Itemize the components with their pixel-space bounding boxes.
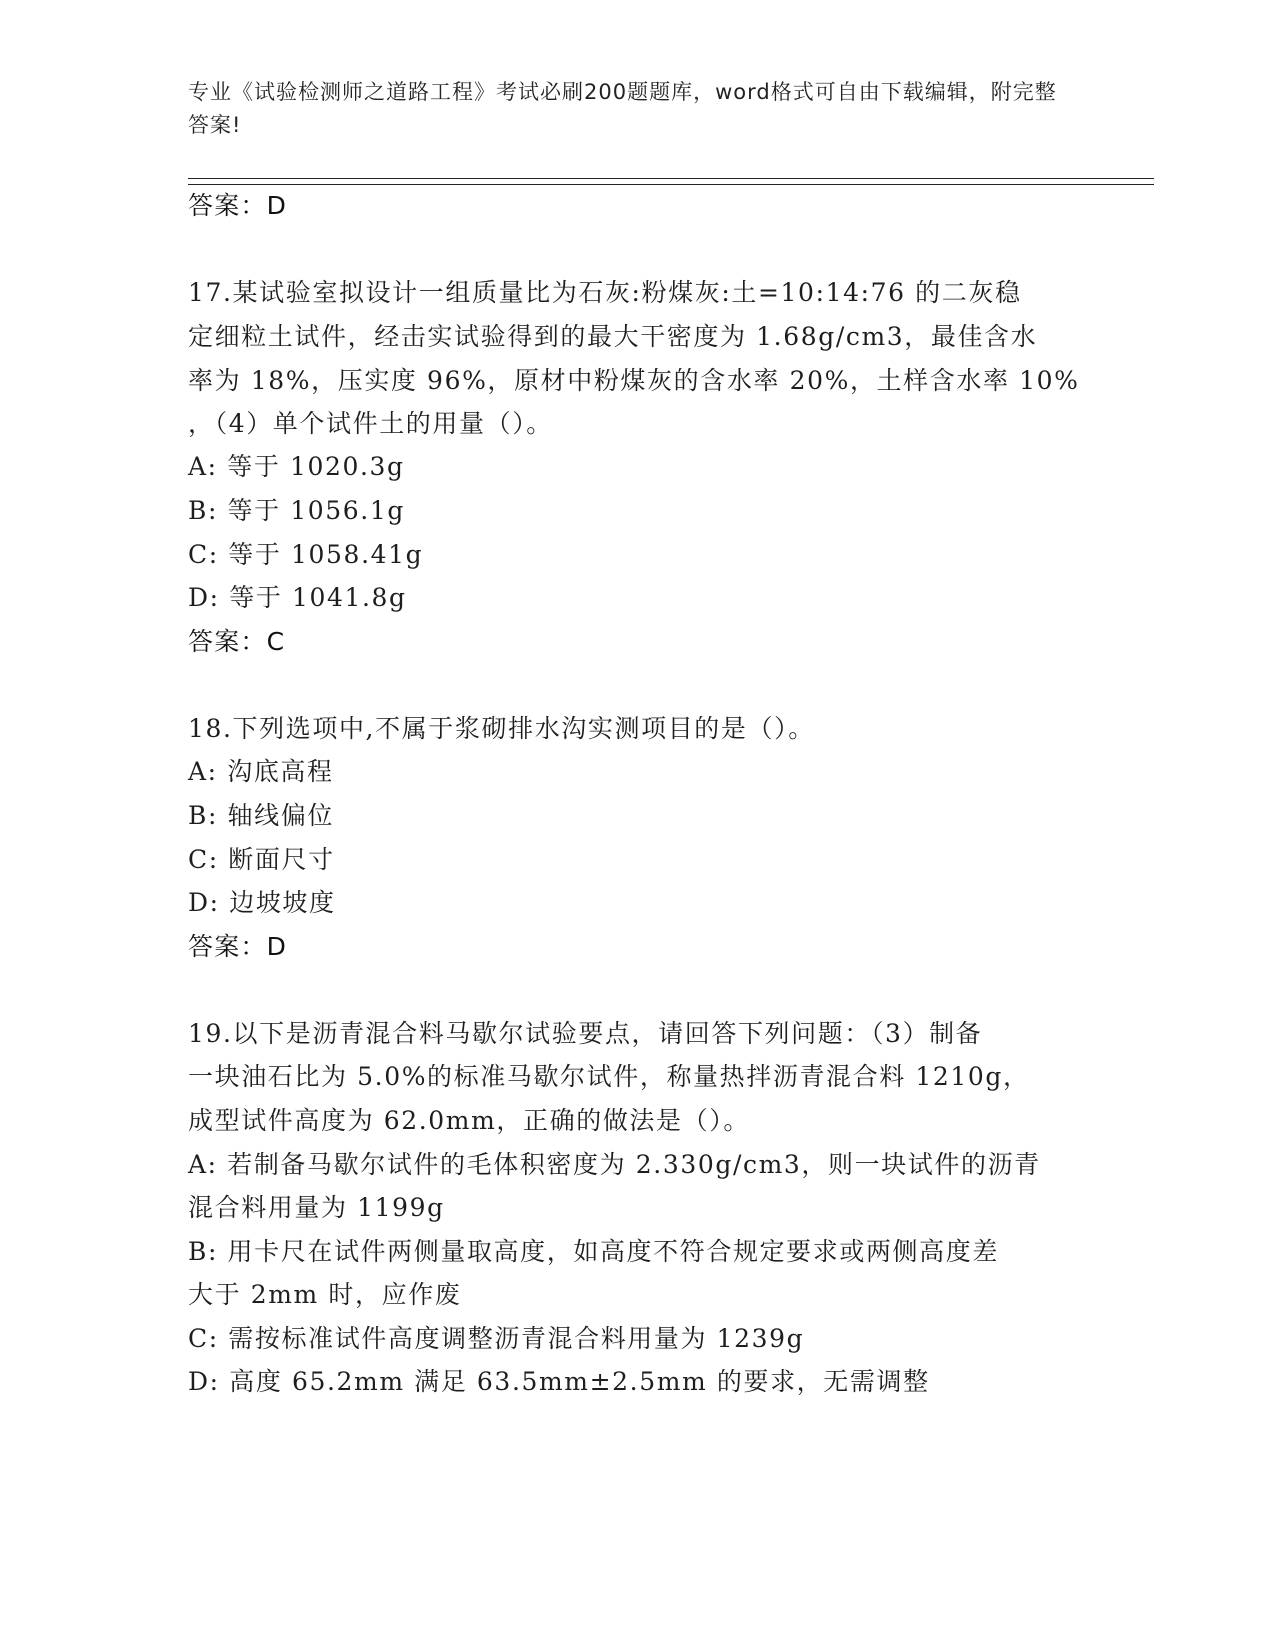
question-19-line-2: 一块油石比为 5.0%的标准马歇尔试件，称量热拌沥青混合料 1210g， [188,1062,1030,1091]
document-header: 专业《试验检测师之道路工程》考试必刷200题题库，word格式可自由下载编辑，附完整答案! [188,80,1057,137]
question-17-line-2: 定细粒土试件，经击实试验得到的最大干密度为 1.68g/cm3，最佳含水 [188,322,1038,351]
question-19-option-d: D: 高度 65.2mm 满足 63.5mm±2.5mm 的要求，无需调整 [188,1367,930,1396]
question-17-line-3: 率为 18%，压实度 96%，原材中粉煤灰的含水率 20%，土样含水率 10% [188,366,1080,395]
question-18-option-a: A: 沟底高程 [188,757,334,786]
question-17-option-d: D: 等于 1041.8g [188,583,407,612]
question-19-option-c: C: 需按标准试件高度调整沥青混合料用量为 1239g [188,1324,805,1353]
question-17-option-a: A: 等于 1020.3g [188,452,405,481]
answer-q16: 答案：D [188,191,288,220]
answer-q17: 答案：C [188,627,286,656]
question-19-line-3: 成型试件高度为 62.0mm，正确的做法是（）。 [188,1106,750,1135]
header-divider-top [188,178,1154,179]
question-19-option-b: B: 用卡尺在试件两侧量取高度，如高度不符合规定要求或两侧高度差 [188,1237,999,1266]
header-divider-bottom [188,184,1154,185]
question-19-line-1: 19.以下是沥青混合料马歇尔试验要点，请回答下列问题：（3）制备 [188,1019,983,1048]
question-18-option-d: D: 边坡坡度 [188,888,336,917]
question-18-option-b: B: 轴线偏位 [188,801,334,830]
question-19-option-b-cont: 大于 2mm 时，应作废 [188,1280,462,1309]
question-17-option-b: B: 等于 1056.1g [188,496,405,525]
question-19-option-a-cont: 混合料用量为 1199g [188,1193,445,1222]
question-17-line-4: ，（4）单个试件土的用量（）。 [188,409,553,438]
question-17-option-c: C: 等于 1058.41g [188,540,424,569]
question-18-option-c: C: 断面尺寸 [188,845,335,874]
answer-q18: 答案：D [188,932,288,961]
question-19-option-a: A: 若制备马歇尔试件的毛体积密度为 2.330g/cm3，则一块试件的沥青 [188,1150,1041,1179]
question-18-line-1: 18.下列选项中,不属于浆砌排水沟实测项目的是（）。 [188,714,815,743]
question-17-line-1: 17.某试验室拟设计一组质量比为石灰:粉煤灰:土=10:14:76 的二灰稳 [188,278,1022,307]
